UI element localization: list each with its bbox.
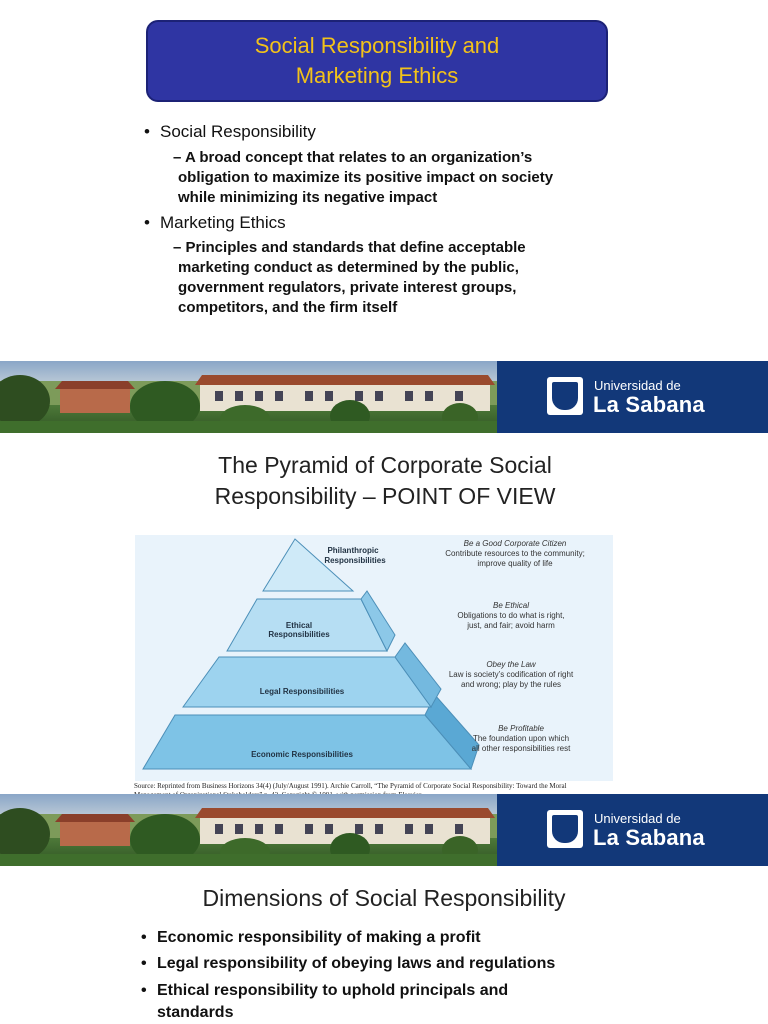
sub-line: while minimizing its negative impact [178, 189, 438, 206]
campus-illustration [0, 794, 497, 866]
bullet-label: Social Responsibility [160, 122, 316, 141]
pyramid-label-ethical-1: Ethical [285, 621, 313, 630]
slide2-title-line1: The Pyramid of Corporate Social [218, 452, 552, 478]
level-desc-ethical-1: Obligations to do what is right, [457, 611, 565, 620]
level-desc-citizen-1: Contribute resources to the community; [445, 549, 585, 558]
level-heading-citizen: Be a Good Corporate Citizen [463, 539, 567, 548]
university-banner [0, 361, 768, 433]
campus-illustration [0, 361, 497, 433]
source-line1: Source: Reprinted from Business Horizons 34(4) (July/August 1991). Archie Carroll, “The Pyramid of Corporate Social Responsibility: Toward the Moral [134, 782, 567, 790]
pyramid-label-ethical-2: Responsibilities [268, 630, 330, 639]
level-desc-legal-2: and wrong; play by the rules [460, 680, 562, 689]
crest-icon [547, 377, 583, 415]
dimension-bullet-legal: • Legal responsibility of obeying laws and regulations [141, 955, 556, 972]
crest-icon [547, 810, 583, 848]
csr-pyramid-figure [135, 535, 613, 781]
pyramid-label-philanthropic-1: Philanthropic [327, 546, 379, 555]
university-name-small: Universidad de [594, 811, 681, 826]
bullet-label: Marketing Ethics [160, 213, 286, 232]
level-heading-legal: Obey the Law [486, 660, 536, 669]
university-name-small: Universidad de [594, 378, 681, 393]
level-desc-citizen-2: improve quality of life [477, 559, 553, 568]
dimension-text: Economic responsibility of making a profit [157, 929, 481, 946]
pyramid-tier-economic [143, 715, 471, 769]
level-heading-ethical: Be Ethical [492, 601, 530, 610]
level-desc-ethical-2: just, and fair; avoid harm [467, 621, 555, 630]
sub-line: marketing conduct as determined by the public, [178, 259, 519, 276]
dimension-text: standards [157, 1004, 234, 1021]
slide1-title-box [146, 20, 608, 102]
university-logo [497, 361, 768, 433]
slide3-title: Dimensions of Social Responsibility [202, 885, 566, 911]
dimension-bullet-ethical: • Ethical responsibility to uphold principals and standards [157, 980, 508, 1024]
bullet-marketing-ethics: • Marketing Ethics [144, 213, 286, 232]
sub-line: competitors, and the firm itself [178, 299, 398, 316]
dimension-bullet-economic: • Economic responsibility of making a profit [141, 929, 481, 946]
slide1-title-line1: Social Responsibility and [254, 33, 500, 58]
pyramid-label-legal: Legal Responsibilities [259, 687, 345, 696]
university-logo [497, 794, 768, 866]
slide2-title-line2: Responsibility – POINT OF VIEW [214, 483, 556, 509]
sub-line: – A broad concept that relates to an organization’s [173, 149, 533, 166]
university-name-big: La Sabana [593, 825, 705, 850]
pyramid-tier-legal [183, 657, 431, 707]
level-heading-economic: Be Profitable [498, 724, 544, 733]
university-banner-2 [0, 794, 768, 866]
slide1-title-line2: Marketing Ethics [295, 63, 459, 88]
pyramid-label-economic: Economic Responsibilities [251, 750, 353, 759]
university-name-big: La Sabana [593, 392, 705, 417]
level-desc-economic-2: all other responsibilities rest [471, 744, 571, 753]
level-desc-legal-1: Law is society’s codification of right [448, 670, 574, 679]
pyramid-label-philanthropic-2: Responsibilities [324, 556, 386, 565]
slide2-title [150, 450, 620, 512]
bullet-social-responsibility: • Social Responsibility [144, 122, 316, 141]
csr-pyramid [135, 535, 613, 781]
sub-line: government regulators, private interest groups, [178, 279, 517, 296]
sub-bullet-marketing-ethics [173, 238, 526, 318]
dimension-text: Ethical responsibility to uphold principals and [157, 982, 509, 999]
sub-line: – Principles and standards that define acceptable [173, 239, 526, 256]
campus-photo [0, 361, 497, 433]
level-desc-economic-1: The foundation upon which [472, 734, 570, 743]
dimension-text: Legal responsibility of obeying laws and regulations [157, 955, 556, 972]
campus-photo [0, 794, 497, 866]
sub-line: obligation to maximize its positive impact on society [178, 169, 554, 186]
sub-bullet-social-responsibility [173, 148, 554, 208]
